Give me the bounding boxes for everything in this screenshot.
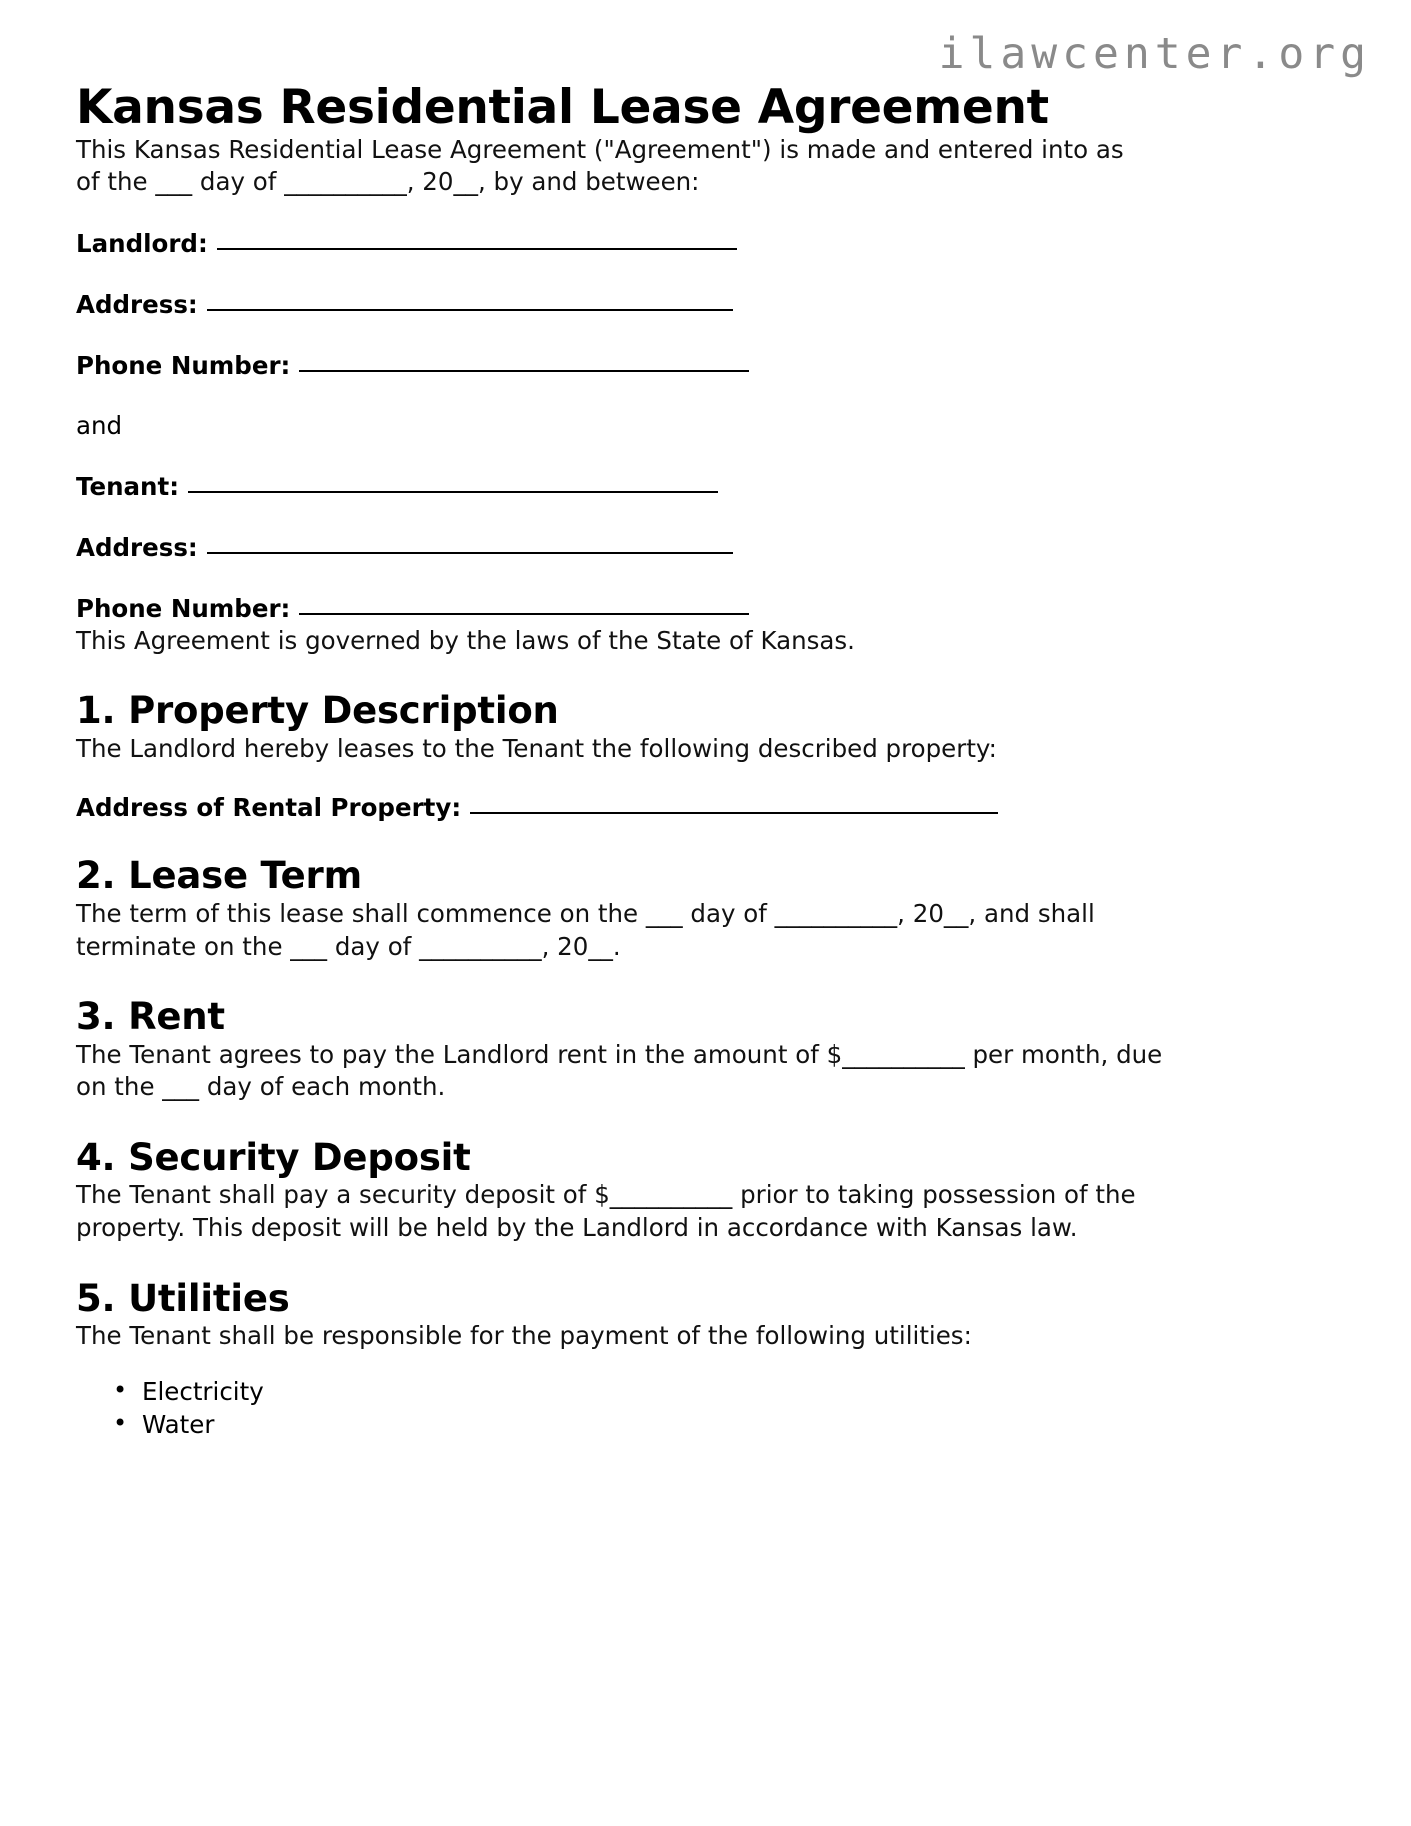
and-connector-text: and — [76, 411, 123, 441]
rental-property-address-label: Address of Rental Property: — [76, 793, 462, 823]
section-heading-property-description: 1. Property Description — [76, 689, 559, 733]
rental-property-address-row — [76, 793, 1333, 822]
intro-paragraph: This Kansas Residential Lease Agreement ("Agreement") is made and entered into as of the ___ day of __________, 20__, by and between: — [76, 134, 1124, 197]
landlord-phone-row — [76, 350, 1333, 382]
landlord-phone-label: Phone Number: — [76, 350, 291, 380]
landlord-address-label: Address: — [76, 289, 198, 319]
list-item: • Electricity — [142, 1375, 1333, 1408]
tenant-address-label: Address: — [76, 533, 198, 563]
utilities-list — [76, 1375, 1333, 1441]
tenant-phone-row — [76, 593, 1333, 625]
page-title: Kansas Residential Lease Agreement — [76, 80, 1049, 135]
tenant-phone-input[interactable] — [299, 613, 749, 615]
list-item: • Water — [142, 1408, 1333, 1441]
section-heading-security-deposit: 4. Security Deposit — [76, 1135, 471, 1179]
section-body-rent: The Tenant agrees to pay the Landlord rent in the amount of $__________ per month, due on the ___ day of each month. — [76, 1039, 1163, 1102]
section-body-lease-term: The term of this lease shall commence on the ___ day of __________, 20__, and shall terminate on the ___ day of __________, 20__. — [76, 899, 1095, 961]
tenant-name-input[interactable] — [188, 491, 718, 493]
landlord-address-row — [76, 289, 1333, 321]
section-body-security-deposit: The Tenant shall pay a security deposit of $__________ prior to taking possession of the property. This deposit will be held by the Landlord in accordance with Kansas law. — [76, 1180, 1136, 1242]
tenant-phone-label: Phone Number: — [76, 593, 291, 623]
section-heading-utilities: 5. Utilities — [76, 1276, 290, 1320]
landlord-address-input[interactable] — [207, 309, 733, 311]
tenant-address-row — [76, 532, 1333, 564]
section-heading-lease-term: 2. Lease Term — [76, 854, 362, 898]
tenant-name-row — [76, 471, 1333, 503]
section-body-property-description: The Landlord hereby leases to the Tenant the following described property: — [76, 733, 997, 763]
landlord-phone-input[interactable] — [299, 370, 749, 372]
tenant-name-label: Tenant: — [76, 472, 180, 502]
tenant-address-input[interactable] — [207, 552, 733, 554]
landlord-name-label: Landlord: — [76, 228, 208, 258]
and-connector — [76, 410, 1333, 442]
section-body-utilities: The Tenant shall be responsible for the payment of the following utilities: — [76, 1321, 972, 1351]
landlord-name-input[interactable] — [217, 248, 737, 250]
rental-property-address-input[interactable] — [470, 812, 998, 814]
governing-law-text: This Agreement is governed by the laws of the State of Kansas. — [76, 625, 855, 655]
site-watermark: ilawcenter.org — [938, 29, 1371, 79]
landlord-name-row — [76, 228, 1333, 260]
section-heading-rent: 3. Rent — [76, 995, 225, 1039]
